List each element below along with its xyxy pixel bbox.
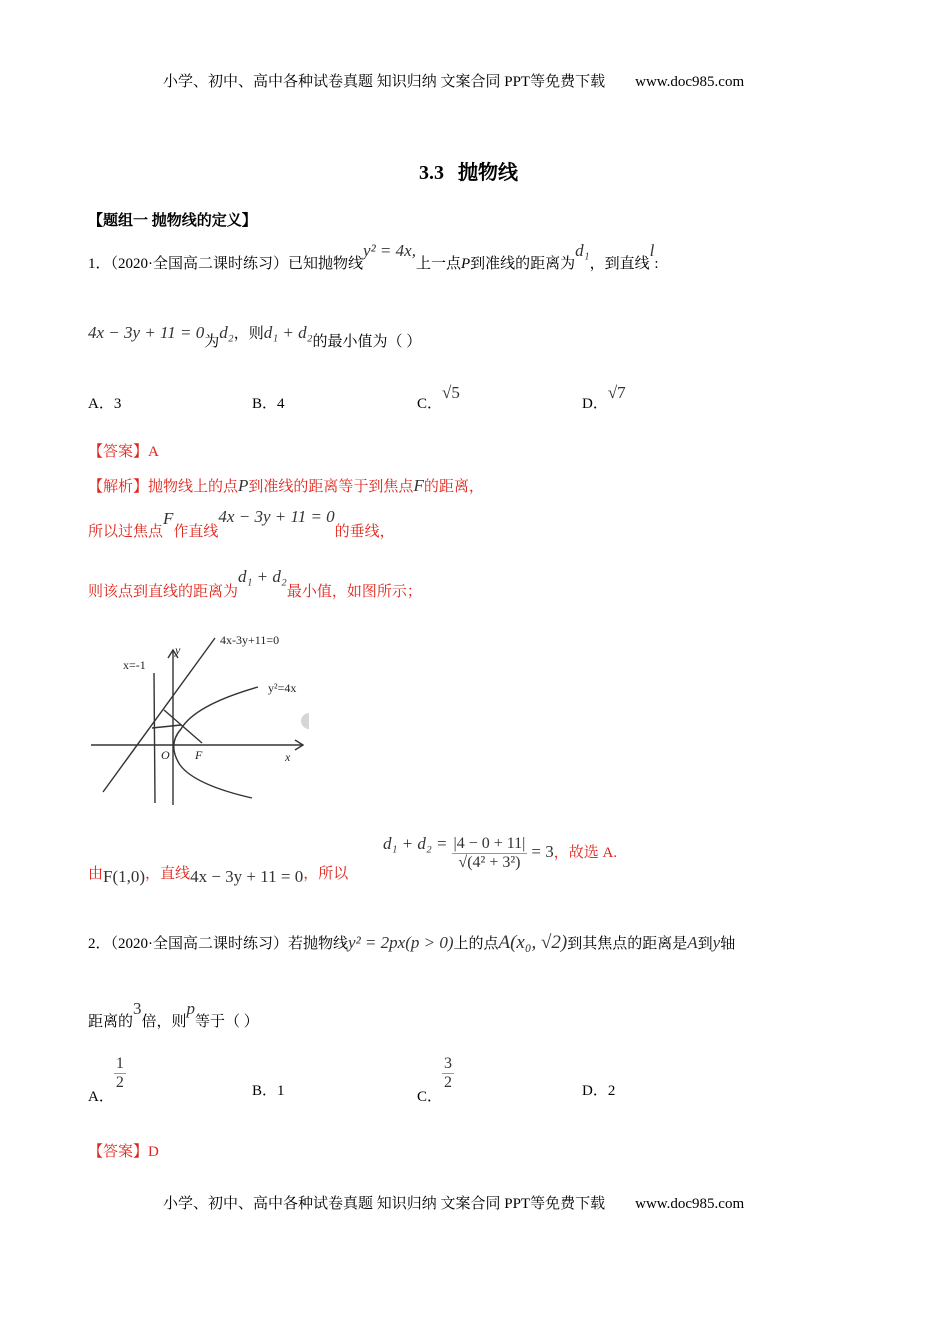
text: 已知抛物线 (288, 256, 364, 272)
text: 抛物线上的点 (148, 479, 239, 495)
horizontal-segment (152, 725, 181, 728)
fig-x-label: x (285, 750, 291, 764)
q1-answer (88, 440, 159, 461)
text: ，则 (233, 326, 264, 342)
option-label: B． (252, 1083, 278, 1099)
title-name: 抛物线 (458, 162, 518, 184)
text: ，直线 (145, 866, 191, 882)
q2-stem-line1 (88, 932, 735, 954)
q2-option-a[interactable] (88, 1055, 126, 1105)
option-value: √7 (607, 383, 626, 402)
math-result: = 3 (531, 842, 554, 862)
q1-stem-line1 (88, 241, 659, 273)
text: : (654, 256, 659, 272)
q2-option-b[interactable] (252, 1079, 285, 1100)
math-l: l (649, 241, 655, 260)
q2-number: 2． (88, 936, 111, 952)
q2-option-d[interactable] (582, 1079, 615, 1100)
math-p: p (186, 999, 196, 1018)
tangent-line (103, 638, 215, 792)
denominator: 2 (115, 1074, 124, 1091)
text: 作直线 (173, 524, 219, 540)
page-title (419, 156, 518, 185)
text: 的距离， (423, 479, 484, 495)
q2-source: （2020·全国高二课时练习） (110, 936, 289, 952)
answer-value: A (148, 444, 159, 460)
header-url[interactable]: www.doc985.com (635, 74, 745, 90)
text: ，所以 (303, 866, 349, 882)
text: 距离的 (88, 1014, 134, 1030)
page-footer (163, 1192, 744, 1213)
math-fraction (452, 835, 528, 872)
text: 上的点 (453, 936, 499, 952)
numerator: 3 (444, 1055, 453, 1072)
math-P: P (238, 476, 249, 495)
option-label: C． (417, 396, 443, 412)
text: 为 (204, 334, 220, 350)
q1-stem-line2 (88, 322, 422, 350)
option-label: D． (582, 1083, 608, 1099)
q2-stem-line2 (88, 999, 259, 1031)
text: 到准线的距离为 (470, 256, 576, 272)
fig-y-label: y (175, 643, 181, 657)
text: 若抛物线 (288, 936, 349, 952)
option-label: C． (417, 1088, 443, 1105)
text: 由 (88, 866, 104, 882)
header-text: 小学、初中、高中各种试卷真题 知识归纳 文案合同 PPT等免费下载 (163, 74, 606, 90)
text: 的垂线， (334, 524, 395, 540)
text: ，到直线 (589, 256, 650, 272)
option-value: 1 (277, 1083, 285, 1099)
math-line-eq: 4x − 3y + 11 = 0 (88, 323, 205, 342)
math-d2: d₂ (219, 323, 234, 342)
q1-number: 1． (88, 256, 111, 272)
fraction (114, 1055, 126, 1092)
option-value: 4 (277, 396, 285, 412)
directrix-line (154, 673, 155, 803)
q1-option-b[interactable] (252, 392, 285, 413)
text: 的最小值为（ ） (312, 334, 422, 350)
fraction (442, 1055, 454, 1092)
math-y: y (712, 933, 721, 952)
fig-focus-label: F (195, 748, 203, 762)
parabola-curve (174, 687, 258, 798)
option-value: √5 (442, 383, 460, 402)
math-sum: d₁ + d₂ (263, 323, 313, 342)
numerator: 1 (115, 1055, 124, 1072)
text: 轴 (720, 936, 736, 952)
q1-analysis-line1 (88, 475, 484, 496)
math-focus: F(1,0) (103, 867, 146, 886)
text: 最小值，如图所示； (286, 584, 422, 600)
option-label: D． (582, 396, 608, 412)
q1-option-c[interactable] (417, 383, 460, 413)
math-d1: d₁ (575, 241, 590, 260)
page-marker-icon (301, 713, 309, 729)
q1-option-a[interactable] (88, 392, 121, 413)
text: 所以过焦点 (88, 524, 164, 540)
text: 等于（ ） (195, 1014, 259, 1030)
q2-answer (88, 1140, 159, 1161)
math-A: A (687, 933, 698, 952)
math-lhs: d₁ + d₂ = (383, 834, 448, 854)
option-value: 2 (607, 1083, 616, 1099)
denominator: 2 (444, 1074, 453, 1091)
numerator: |4 − 0 + 11| (453, 835, 526, 852)
q1-conclusion (88, 862, 349, 886)
math-point-A: A(x₀, √2) (498, 932, 568, 953)
fig-parabola-label: y²=4x (268, 681, 297, 695)
text: 上一点 (415, 256, 461, 272)
math-F: F (163, 509, 174, 528)
answer-label: 【答案】 (88, 1144, 149, 1160)
analysis-label: 【解析】 (88, 479, 149, 495)
fig-line-label: 4x-3y+11=0 (220, 633, 280, 647)
option-label: B． (252, 396, 278, 412)
math-line-eq: 4x − 3y + 11 = 0 (190, 867, 304, 886)
fig-origin-label: O (161, 748, 170, 762)
option-value: 3 (113, 396, 122, 412)
q2-option-c[interactable] (417, 1055, 454, 1105)
math-parabola: y² = 4x, (363, 241, 416, 260)
q1-distance-formula (383, 835, 617, 872)
footer-text: 小学、初中、高中各种试卷真题 知识归纳 文案合同 PPT等免费下载 (163, 1196, 606, 1212)
text: 倍，则 (141, 1014, 187, 1030)
answer-value: D (148, 1144, 159, 1160)
math-P: P (460, 256, 471, 272)
q1-option-d[interactable] (582, 383, 626, 413)
math-parabola: y² = 2px(p > 0) (348, 933, 454, 952)
text: 到 (697, 936, 713, 952)
text: 到准线的距离等于到焦点 (248, 479, 414, 495)
math-F: F (413, 476, 424, 495)
q1-analysis-line2 (88, 507, 395, 541)
q1-source: （2020·全国高二课时练习） (110, 256, 289, 272)
option-label: A． (88, 396, 114, 412)
parabola-figure (85, 625, 325, 810)
option-label: A． (88, 1088, 114, 1105)
answer-label: 【答案】 (88, 444, 149, 460)
fig-directrix-label: x=-1 (123, 658, 146, 672)
text: 则该点到直线的距离为 (88, 584, 239, 600)
text: ，故选 A. (553, 845, 618, 862)
page-header (163, 70, 744, 91)
math-three: 3 (133, 999, 142, 1018)
group-heading: 【题组一 抛物线的定义】 (88, 213, 257, 229)
denominator: √(4² + 3²) (458, 854, 521, 871)
text: 到其焦点的距离是 (567, 936, 688, 952)
q1-analysis-line3 (88, 567, 422, 601)
math-line-eq: 4x − 3y + 11 = 0 (218, 507, 335, 526)
math-sum: d₁ + d₂ (238, 567, 287, 586)
footer-url[interactable]: www.doc985.com (635, 1196, 745, 1212)
title-number: 3.3 (419, 162, 444, 184)
